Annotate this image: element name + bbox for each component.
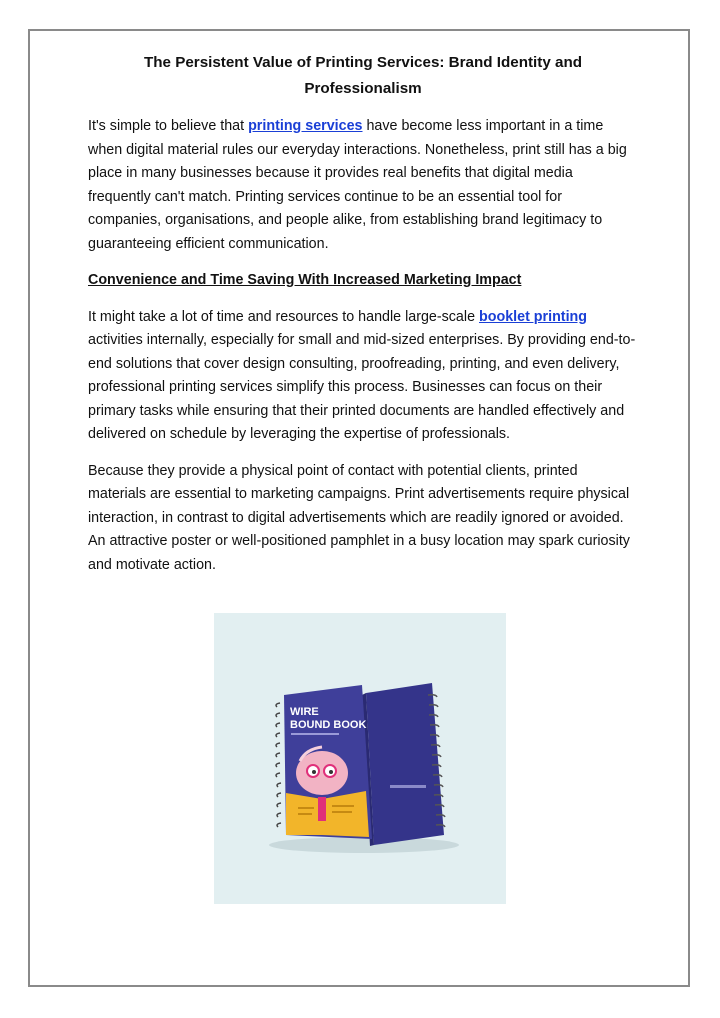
book-title-line1: WIRE (290, 706, 319, 718)
paragraph-2-text-before: It might take a lot of time and resources to handle large-scale (88, 308, 479, 325)
article (88, 50, 638, 577)
paragraph-3: Because they provide a physical point of contact with potential clients, printed materials are essential to marketing campaigns. Print advertisements require physical interaction, in contrast to digital advertisements which are readily ignored or avoided. An attractive poster or well-positioned pamphlet in a busy location may spark curiosity and motivate action. (88, 462, 630, 573)
front-book-spiral (276, 703, 281, 827)
book-illustration (214, 613, 506, 904)
section-heading: Convenience and Time Saving With Increased Marketing Impact (88, 272, 522, 288)
back-book-cover (366, 683, 444, 845)
printing-services-link[interactable]: printing services (248, 118, 363, 134)
book-title-line2: BOUND BOOK (290, 719, 367, 731)
paragraph-2-text-after: activities internally, especially for small and mid-sized enterprises. By providing end-to-end solutions that cover design consulting, proofreading, printing, and even delivery, professional printing services simplify this process. Businesses can focus on their primary tasks while ensuring that their printed documents are handled effectively and delivered on schedule by leveraging the expertise of professionals. (88, 332, 636, 442)
intro-text-after: have become less important in a time when digital material rules our everyday interactions. Nonetheless, print still has a big place in many businesses because it provides real benefits that digital media frequently can't match. Printing services continue to be an essential tool for companies, organisations, and people alike, from establishing brand legitimacy to guaranteeing efficient communication. (88, 118, 627, 252)
page-title: The Persistent Value of Printing Services: Brand Identity and Professionalism (143, 54, 582, 97)
intro-text-before: It's simple to believe that (88, 118, 249, 134)
book-shadow (269, 837, 459, 853)
paragraph-2 (88, 306, 638, 447)
intro-paragraph (88, 115, 638, 256)
booklet-printing-link[interactable]: booklet printing (479, 308, 588, 325)
wire-bound-book-image (214, 613, 506, 904)
held-book-right (322, 791, 369, 837)
hand-icon (318, 797, 326, 821)
